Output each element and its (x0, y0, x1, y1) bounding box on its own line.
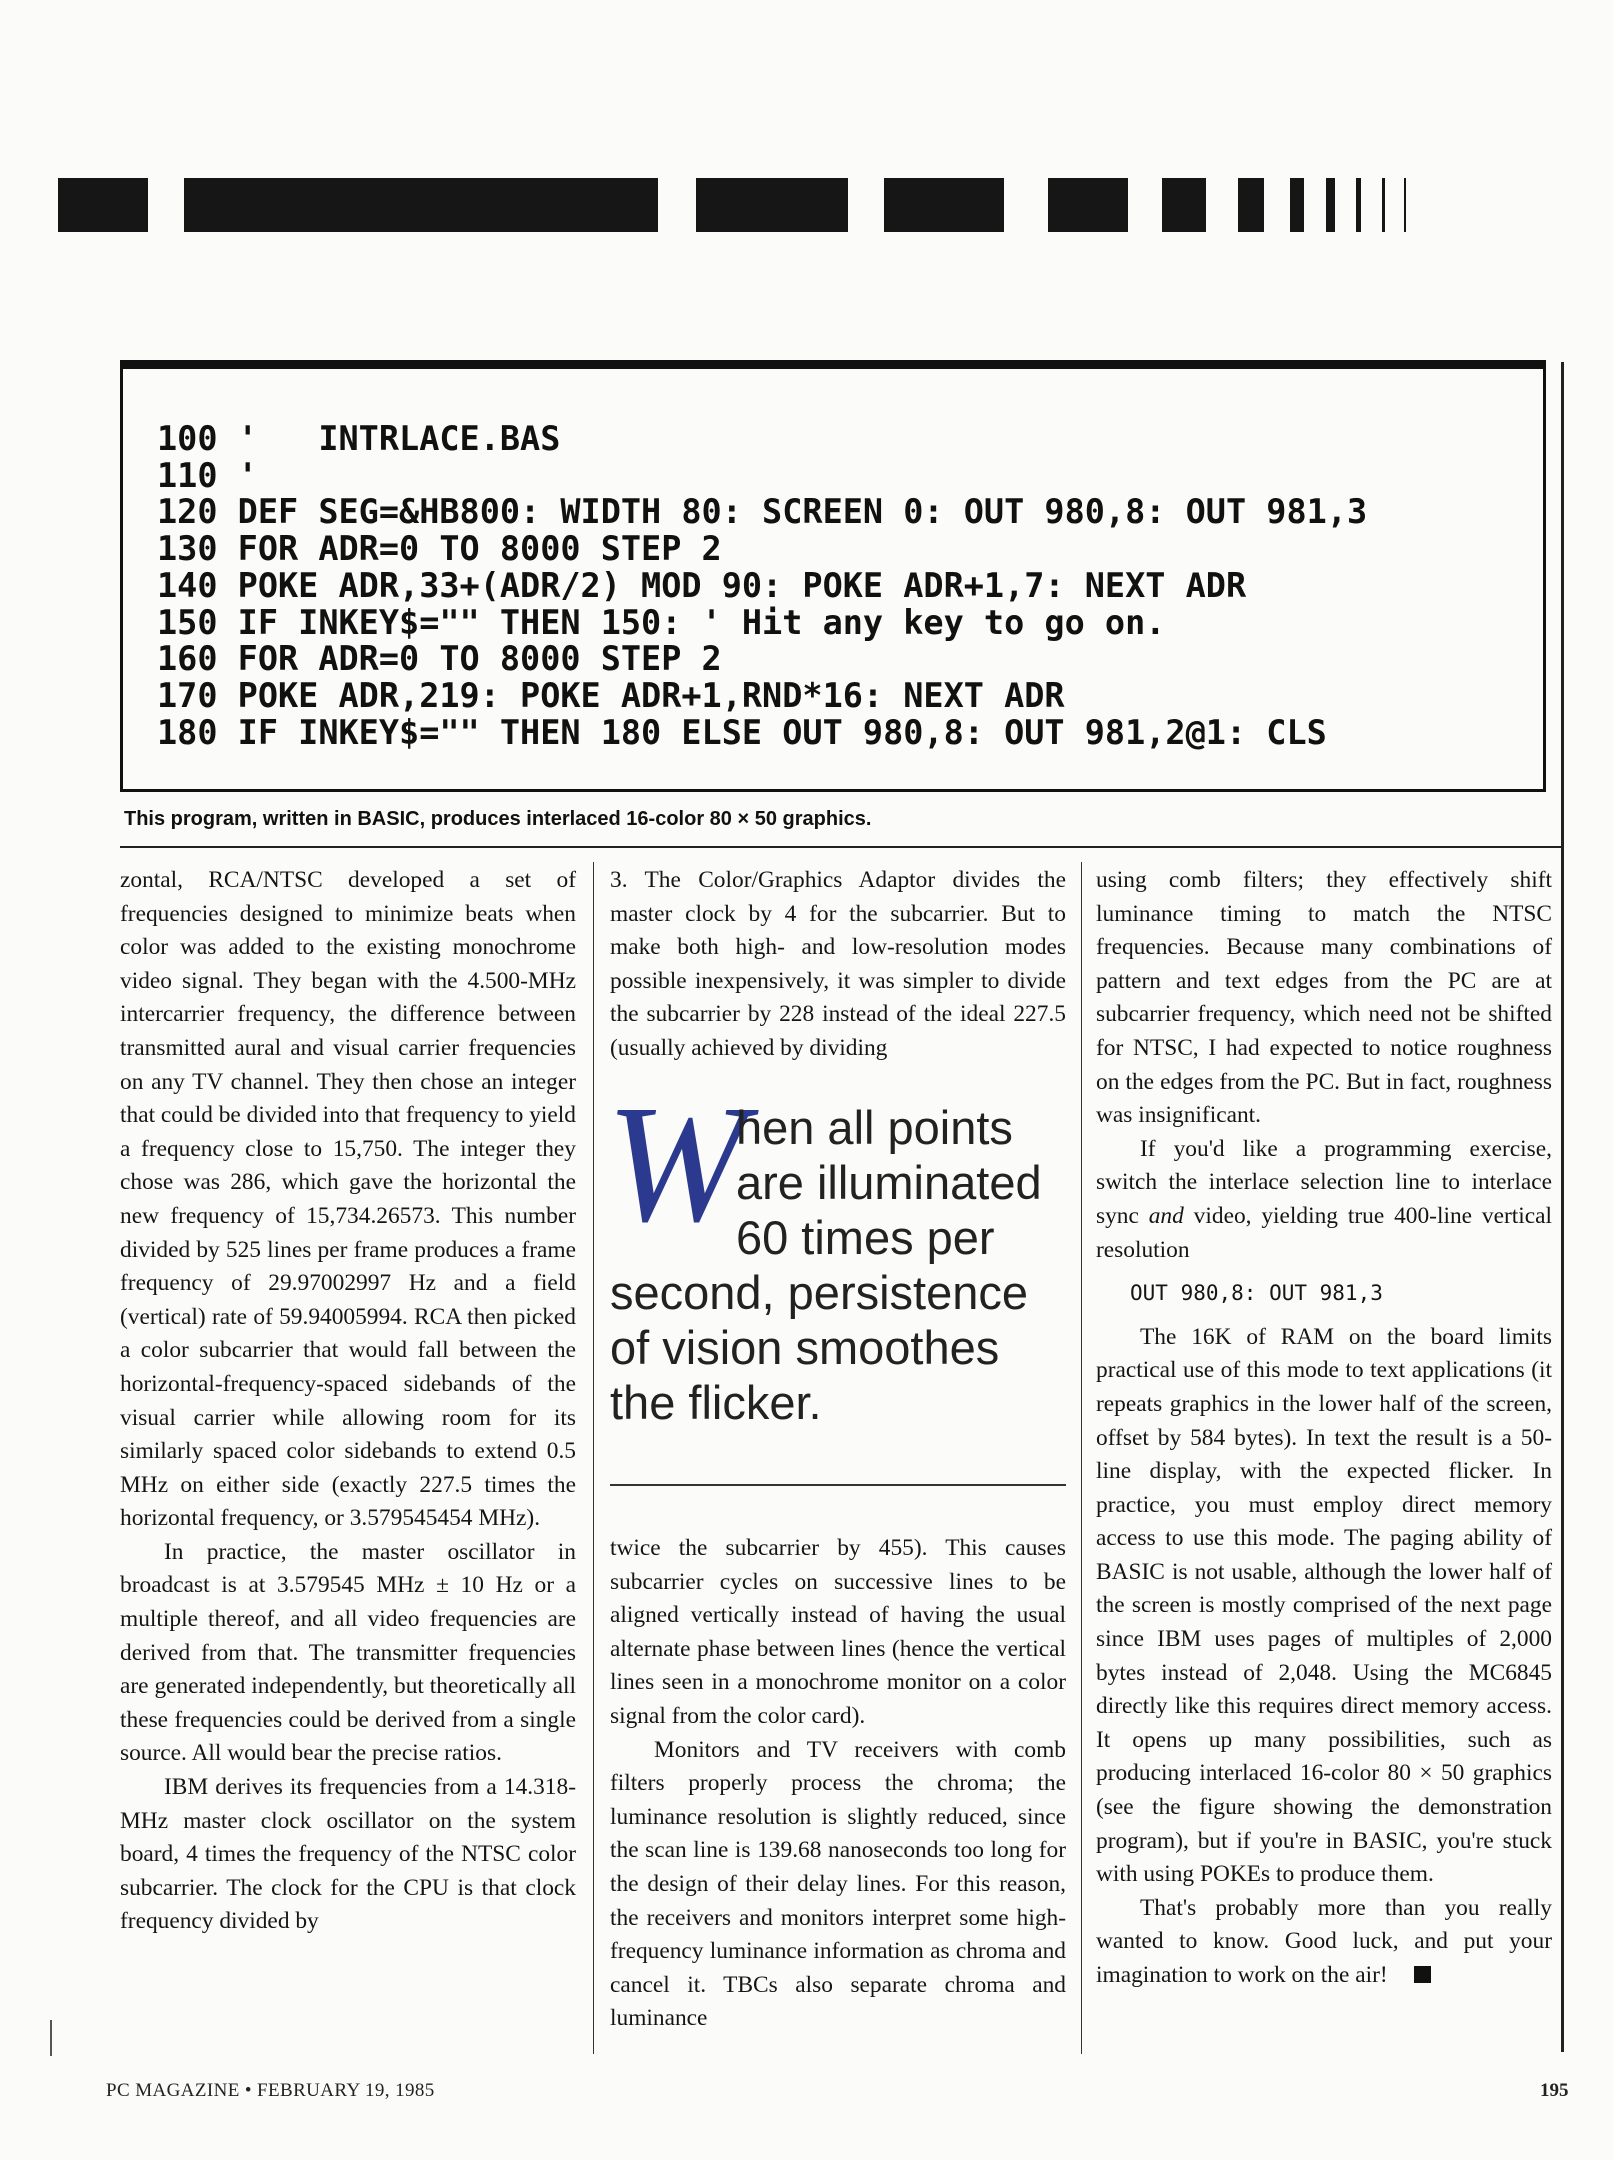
pull-quote-rule (610, 1484, 1066, 1486)
column-rule (593, 862, 594, 2054)
paragraph-text: video, yielding true 400-line vertical resolution (1096, 1202, 1552, 1263)
code-line: 150 IF INKEY$="" THEN 150: ' Hit any key to go on. (157, 602, 1166, 642)
code-line: 140 POKE ADR,33+(ADR/2) MOD 90: POKE ADR+1,7: NEXT ADR (157, 565, 1247, 605)
paragraph: The 16K of RAM on the board limits practical use of this mode to text applications (it repeats graphics in the lower half of the screen, offset by 584 bytes). In text the result is a 50-line display, with the expected flicker. In practice, you must employ direct memory access to use this mode. The paging ability of BASIC is not usable, although the lower half of the screen is mostly comprised of the next page since IBM uses pages of multiples of 2,000 bytes instead of 2,048. Using the MC6845 directly like this requires direct memory access. It opens up many possibilities, such as producing interlaced 16-color 80 × 50 graphics (see the figure showing the demonstration program), but if you're in BASIC, you're stuck with using POKEs to produce them. (1096, 1323, 1552, 1888)
inline-code: OUT 980,8: OUT 981,3 (1130, 1281, 1383, 1306)
paragraph: IBM derives its frequencies from a 14.318-MHz master clock oscillator on the system board, 4 times the frequency of the NTSC color subcarrier. The clock for the CPU is that clock frequency divided by (120, 1774, 576, 1935)
header-bar-strip (58, 178, 1558, 232)
article-column-2-bottom (610, 1532, 1066, 2036)
header-bar (58, 178, 148, 232)
program-listing-box (120, 360, 1546, 792)
emphasis: and (1148, 1202, 1184, 1229)
program-listing (157, 421, 1367, 751)
header-bar (1162, 178, 1206, 232)
header-bar (1404, 178, 1406, 232)
paragraph: Monitors and TV receivers with comb filters properly process the chroma; the luminance resolution is slightly reduced, since the scan line is 139.68 nanoseconds too long for the design of their delay lines. For this reason, the receivers and monitors interpret some high-frequency luminance information as chroma and cancel it. TBCs also separate chroma and luminance (610, 1736, 1066, 2032)
code-line: 130 FOR ADR=0 TO 8000 STEP 2 (157, 529, 722, 569)
code-line: 170 POKE ADR,219: POKE ADR+1,RND*16: NEXT ADR (157, 675, 1065, 715)
paragraph: In practice, the master oscillator in broadcast is at 3.579545 MHz ± 10 Hz or a multiple thereof, and all video frequencies are derived from that. The transmitter frequencies are generated independently, but theoretically all these frequencies could be derived from a single source. All would bear the precise ratios. (120, 1538, 576, 1767)
header-bar (1356, 178, 1361, 232)
header-bar (1382, 178, 1385, 232)
paragraph-text: That's probably more than you really wanted to know. Good luck, and put your imagination to work on the air! (1096, 1894, 1552, 1988)
code-line: 100 ' INTRLACE.BAS (157, 419, 561, 458)
end-of-article-mark (1414, 1966, 1431, 1983)
page-number: 195 (1540, 2080, 1569, 2101)
figure-caption: This program, written in BASIC, produces interlaced 16-color 80 × 50 graphics. (124, 808, 872, 830)
article-column-1 (120, 864, 576, 1939)
pull-quote-dropcap: W (606, 1071, 746, 1257)
paragraph: twice the subcarrier by 455). This causes subcarrier cycles on successive lines to be aligned vertically instead of having the usual alternate phase between lines (hence the vertical lines seen in a monochrome monitor on a color signal from the color card). (610, 1535, 1066, 1729)
paragraph: using comb filters; they effectively shift luminance timing to match the NTSC frequencies. Because many combinations of pattern and text edges from the PC are at subcarrier frequency, which need not be shifted for NTSC, I had expected to notice roughness on the edges from the PC. But in fact, roughness was insignificant. (1096, 867, 1552, 1129)
code-line: 120 DEF SEG=&HB800: WIDTH 80: SCREEN 0: OUT 980,8: OUT 981,3 (157, 492, 1368, 532)
left-margin-tick (50, 2020, 52, 2056)
code-line: 180 IF INKEY$="" THEN 180 ELSE OUT 980,8: OUT 981,2@1: CLS (157, 712, 1327, 752)
paragraph: 3. The Color/Graphics Adaptor divides the master clock by 4 for the subcarrier. But to make both high- and low-resolution modes possible inexpensively, it was simpler to divide the subcarrier by 228 instead of the ideal 227.5 (usually achieved by dividing (610, 867, 1066, 1061)
header-bar (696, 178, 848, 232)
header-bar (1048, 178, 1128, 232)
paragraph: zontal, RCA/NTSC developed a set of frequencies designed to minimize beats when color was added to the existing monochrome video signal. They began with the 4.500-MHz intercarrier frequency, the difference between transmitted aural and visual carrier frequencies on any TV channel. They then chose an integer that could be divided into that frequency to yield a frequency close to 15,750. The integer they chose was 286, which gave the horizontal the new frequency of 15,734.26573. This number divided by 525 lines per frame produces a frame frequency of 29.97002997 Hz and a field (vertical) rate of 59.94005994. RCA then picked a color subcarrier that would fall between the horizontal-frequency-spaced sidebands of the visual carrier while allowing room for its similarly spaced color sidebands to extend 0.5 MHz on either side (exactly 227.5 times the horizontal frequency, or 3.579545454 MHz). (120, 867, 576, 1532)
header-bar (458, 178, 658, 232)
code-line: 160 FOR ADR=0 TO 8000 STEP 2 (157, 639, 722, 679)
code-line: 110 ' (157, 455, 258, 495)
header-bar (884, 178, 1004, 232)
caption-rule (120, 846, 1562, 848)
pull-quote-text: hen all points are illuminated 60 times per second, persistence of vision smoothes the flicker. (610, 1101, 1042, 1429)
paragraph (1096, 1133, 1552, 1267)
header-bar (1238, 178, 1264, 232)
pull-quote (606, 1071, 1066, 1430)
header-bar (1326, 178, 1335, 232)
footer-publication: PC MAGAZINE • FEBRUARY 19, 1985 (106, 2080, 435, 2101)
article-column-2-top (610, 864, 1066, 1066)
article-column-3 (1096, 864, 1552, 1993)
header-bar (184, 178, 484, 232)
column-rule (1081, 862, 1082, 2054)
paragraph (1096, 1892, 1552, 1993)
right-margin-rule (1561, 362, 1564, 2052)
header-bar (1290, 178, 1304, 232)
paragraph-text: If you'd like a programming exercise, switch the interlace selection line to interlace sync (1096, 1135, 1552, 1229)
